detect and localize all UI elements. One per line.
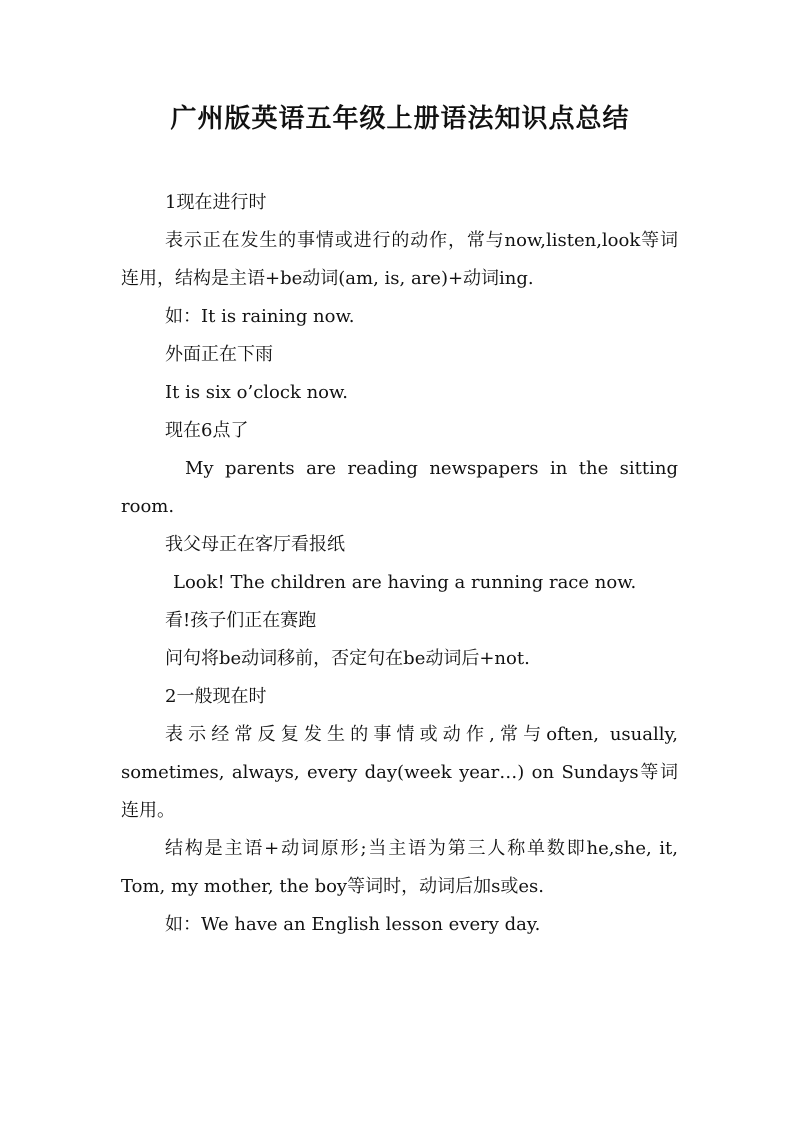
paragraph-simple-present-structure: 结构是主语+动词原形;当主语为第三人称单数即he,she, it, Tom, my mother, the boy等词时，动词后加s或es. [121, 838, 678, 897]
example-sentence: My parents are reading newspapers in the sitting room. [121, 458, 678, 517]
document-title: 广州版英语五年级上册语法知识点总结 [170, 104, 630, 134]
paragraph-present-continuous-definition: 表示正在发生的事情或进行的动作，常与now,listen,look等词连用，结构是主语+be动词(am, is, are)+动词ing. [121, 230, 678, 289]
rule-note: 问句将be动词移前，否定句在be动词后+not. [165, 648, 530, 669]
paragraph-simple-present-definition: 表示经常反复发生的事情或动作,常与often, usually, sometimes, always, every day(week year…) on Sundays等词连用。 [121, 724, 678, 821]
example-sentence: 如：We have an English lesson every day. [165, 914, 541, 935]
document-body [121, 184, 678, 944]
example-translation: 我父母正在客厅看报纸 [165, 534, 345, 555]
example-translation: 现在6点了 [165, 420, 249, 441]
section-heading-present-continuous: 1现在进行时 [165, 192, 267, 213]
section-heading-simple-present: 2一般现在时 [165, 686, 267, 707]
example-translation: 看!孩子们正在赛跑 [165, 610, 317, 631]
example-sentence: 如：It is raining now. [165, 306, 355, 327]
example-translation: 外面正在下雨 [165, 344, 273, 365]
example-sentence: Look! The children are having a running race now. [173, 572, 637, 593]
example-sentence: It is six o’clock now. [165, 382, 349, 403]
